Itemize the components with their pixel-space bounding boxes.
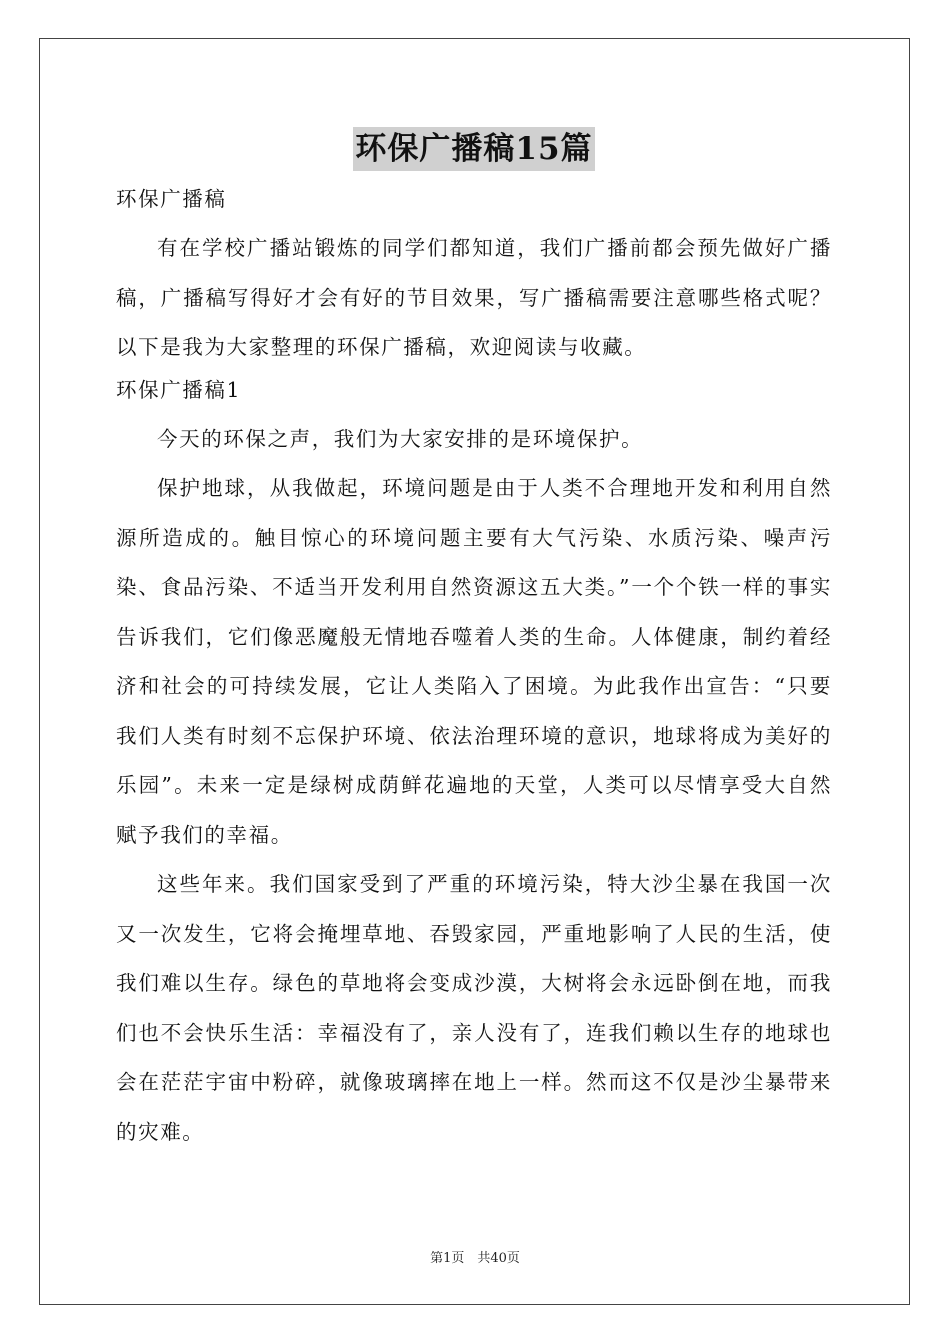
document-body: [116, 182, 832, 1157]
section-heading: 环保广播稿: [116, 187, 227, 211]
paragraph: 保护地球，从我做起，环境问题是由于人类不合理地开发和利用自然源所造成的。触目惊心的环境问题主要有大气污染、水质污染、噪声污染、食品污染、不适当开发利用自然资源这五大类。”一个个铁一样的事实告诉我们，它们像恶魔般无情地吞噬着人类的生命。人体健康，制约着经济和社会的可持续发展，它让人类陷入了困境。为此我作出宣告：“只要我们人类有时刻不忘保护环境、依法治理环境的意识，地球将成为美好的乐园”。未来一定是绿树成荫鲜花遍地的天堂，人类可以尽情享受大自然赋予我们的幸福。: [116, 476, 832, 847]
page-footer: 第1页 共40页: [430, 1251, 520, 1266]
paragraph: 今天的环保之声，我们为大家安排的是环境保护。: [157, 426, 644, 451]
paragraph: 这些年来。我们国家受到了严重的环境污染，特大沙尘暴在我国一次又一次发生，它将会掩埋草地、吞毁家园，严重地影响了人民的生活，使我们难以生存。绿色的草地将会变成沙漠，大树将会永远卧倒在地，而我们也不会快乐生活：幸福没有了，亲人没有了，连我们赖以生存的地球也会在茫茫宇宙中粉碎，就像玻璃摔在地上一样。然而这不仅是沙尘暴带来的灾难。: [116, 872, 832, 1144]
document-title: 环保广播稿15篇: [353, 127, 594, 171]
title-wrap: [116, 127, 832, 171]
section-heading: 环保广播稿1: [116, 377, 242, 402]
paragraph: 有在学校广播站锻炼的同学们都知道，我们广播前都会预先做好广播稿，广播稿写得好才会有好的节目效果，写广播稿需要注意哪些格式呢？以下是我为大家整理的环保广播稿，欢迎阅读与收藏。: [116, 236, 832, 359]
